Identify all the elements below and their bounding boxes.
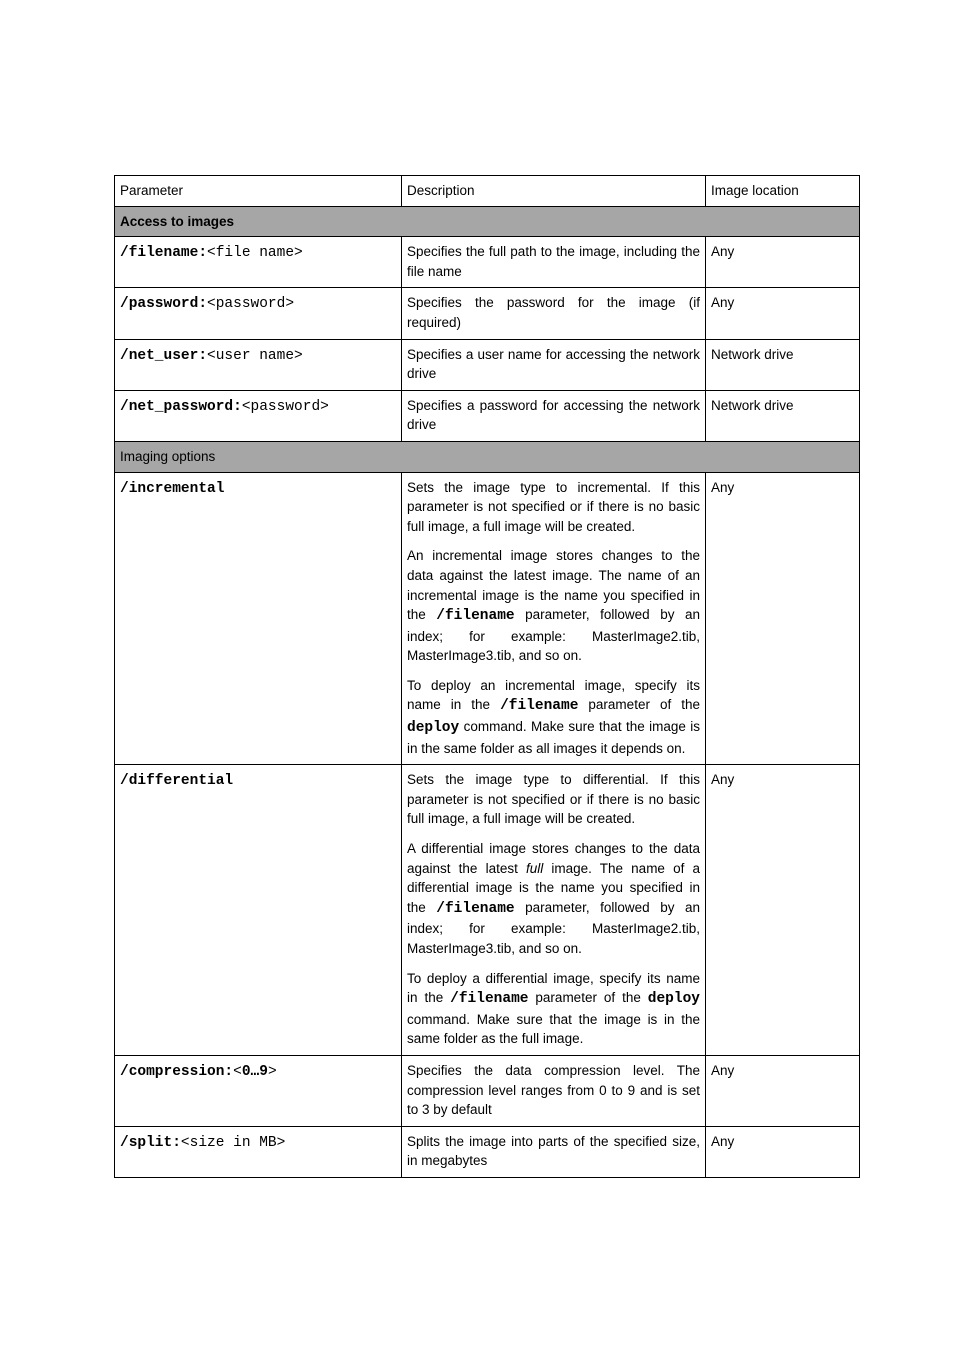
description-cell xyxy=(402,288,706,339)
inline-code: /filename xyxy=(436,608,515,625)
param-cell xyxy=(115,237,402,288)
description-text: Specifies the password for the image (if required) xyxy=(407,295,700,330)
table-row-differential xyxy=(115,765,860,1056)
table-row-incremental xyxy=(115,472,860,765)
inline-code: /filename xyxy=(436,900,515,917)
param-value: <password> xyxy=(241,398,329,415)
param-name: /password: xyxy=(120,296,208,313)
param-name: /net_password: xyxy=(120,398,242,415)
header-image-location: Image location xyxy=(706,176,860,207)
table-row-net-password xyxy=(115,390,860,441)
description-cell xyxy=(402,472,706,765)
param-value: <size in MB> xyxy=(180,1134,286,1151)
description-text: parameter, followed by an index; for example: MasterImage2.tib, MasterImage3.tib, and so on. xyxy=(407,607,700,664)
inline-code: /filename xyxy=(500,698,579,715)
description-text: To deploy a differential image, specify its name in the xyxy=(407,970,700,1006)
location-cell: Any xyxy=(706,1055,860,1126)
description-text: parameter of the xyxy=(578,697,700,713)
description-text: parameter of the xyxy=(528,990,648,1006)
section-title-imaging: Imaging options xyxy=(115,441,860,472)
description-text: To deploy an incremental image, specify its name in the xyxy=(407,677,700,713)
table-row-password xyxy=(115,288,860,339)
param-name: /compression: xyxy=(120,1063,234,1080)
param-name: /filename: xyxy=(120,245,208,262)
param-cell xyxy=(115,288,402,339)
location-cell: Any xyxy=(706,237,860,288)
description-text: image. The name of a differential image is the name you specified in the xyxy=(407,860,700,915)
description-text: command. Make sure that the image is in the same folder as the full image. xyxy=(407,1011,700,1047)
header-description: Description xyxy=(402,176,706,207)
param-name: /net_user: xyxy=(120,347,208,364)
header-parameter: Parameter xyxy=(115,176,402,207)
param-cell xyxy=(115,1055,402,1126)
description-cell xyxy=(402,1055,706,1126)
section-row-imaging xyxy=(115,441,860,472)
description-paragraph xyxy=(407,969,700,1049)
parameters-table xyxy=(114,175,860,1178)
location-cell: Network drive xyxy=(706,390,860,441)
description-cell xyxy=(402,339,706,390)
description-text: parameter, followed by an index; for example: MasterImage2.tib, MasterImage3.tib, and so on. xyxy=(407,899,700,956)
inline-code: /filename xyxy=(450,991,529,1008)
param-cell xyxy=(115,765,402,1056)
table-row-net-user xyxy=(115,339,860,390)
param-value-open: < xyxy=(233,1063,242,1080)
description-paragraph xyxy=(407,676,700,758)
section-row-access xyxy=(115,206,860,237)
param-cell xyxy=(115,339,402,390)
param-name: /differential xyxy=(120,773,234,790)
description-cell xyxy=(402,765,706,1056)
param-cell xyxy=(115,390,402,441)
table-row-split xyxy=(115,1126,860,1177)
description-text: A differential image stores changes to the data against the latest xyxy=(407,841,700,876)
table-row-filename xyxy=(115,237,860,288)
param-cell xyxy=(115,472,402,765)
description-paragraph: Sets the image type to incremental. If this parameter is not specified or if there is no basic full image, a full image will be created. xyxy=(407,479,700,534)
location-cell: Any xyxy=(706,765,860,1056)
description-text: Splits the image into parts of the specified size, in megabytes xyxy=(407,1133,700,1169)
param-name: /split: xyxy=(120,1134,181,1151)
description-cell xyxy=(402,1126,706,1177)
location-cell: Any xyxy=(706,1126,860,1177)
param-name: /incremental xyxy=(120,480,225,497)
description-text: An incremental image stores changes to the data against the latest image. The name of an incremental image is the name you specified in the xyxy=(407,548,700,623)
location-cell: Any xyxy=(706,288,860,339)
param-value: 0…9 xyxy=(241,1063,268,1080)
emphasis-text: full xyxy=(525,860,544,876)
section-title-access: Access to images xyxy=(115,206,860,237)
description-text: Specifies the full path to the image, including the file name xyxy=(407,244,700,279)
description-cell xyxy=(402,390,706,441)
location-cell: Any xyxy=(706,472,860,765)
location-cell: Network drive xyxy=(706,339,860,390)
param-value: <user name> xyxy=(207,347,303,364)
description-paragraph xyxy=(407,839,700,959)
table-header-row xyxy=(115,176,860,207)
description-paragraph xyxy=(407,546,700,666)
description-text: Specifies the data compression level. The compression level ranges from 0 to 9 and is set to 3 by default xyxy=(407,1062,700,1118)
table-row-compression xyxy=(115,1055,860,1126)
description-cell xyxy=(402,237,706,288)
param-value: <file name> xyxy=(207,245,303,262)
description-text: Specifies a password for accessing the network drive xyxy=(407,397,700,433)
description-text: command. Make sure that the image is in the same folder as all images it depends on. xyxy=(407,719,700,756)
description-text: Specifies a user name for accessing the network drive xyxy=(407,346,700,382)
inline-code: deploy xyxy=(647,991,700,1008)
description-paragraph: Sets the image type to differential. If this parameter is not specified or if there is no basic full image, a full image will be created. xyxy=(407,772,700,827)
param-value: <password> xyxy=(207,296,295,313)
param-value-close: > xyxy=(267,1063,277,1080)
inline-code: deploy xyxy=(407,720,460,737)
param-cell xyxy=(115,1126,402,1177)
